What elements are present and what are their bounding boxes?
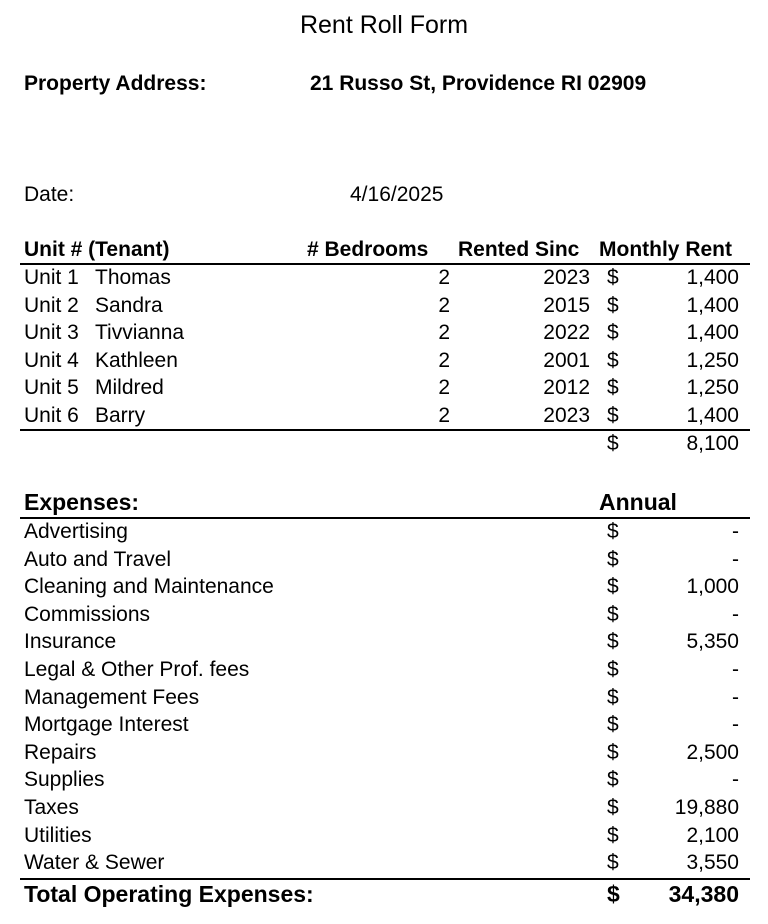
tenant-name: Mildred xyxy=(95,376,164,400)
currency-symbol: $ xyxy=(607,348,619,372)
currency-symbol: $ xyxy=(607,293,619,317)
monthly-rent-cell: 1,400 xyxy=(686,293,739,317)
monthly-rent-cell: 1,400 xyxy=(686,404,739,427)
expense-name: Commissions xyxy=(24,602,151,626)
currency-symbol: $ xyxy=(607,376,619,400)
expenses-header: Expenses: xyxy=(24,489,140,515)
expense-name: Advertising xyxy=(24,520,128,543)
expense-row xyxy=(0,630,768,658)
currency-symbol: $ xyxy=(607,768,619,792)
property-address-value: 21 Russo St, Providence RI 02909 xyxy=(310,72,647,95)
total-expenses-value: 34,380 xyxy=(668,881,739,907)
expense-amount: 5,350 xyxy=(686,630,739,654)
unit-number: Unit 6 xyxy=(24,404,79,427)
expense-name: Insurance xyxy=(24,630,117,654)
table-row xyxy=(0,321,768,349)
date-value: 4/16/2025 xyxy=(350,183,444,206)
date-label: Date: xyxy=(24,183,75,206)
rent-total-currency: $ xyxy=(607,432,619,455)
expense-name: Repairs xyxy=(24,740,97,764)
expense-amount: - xyxy=(732,602,739,626)
expense-row xyxy=(0,741,768,769)
expense-row xyxy=(0,603,768,631)
currency-symbol: $ xyxy=(607,658,619,681)
total-expenses-row xyxy=(0,881,768,909)
expense-amount: - xyxy=(732,547,739,571)
expense-row xyxy=(0,575,768,603)
currency-symbol: $ xyxy=(607,266,619,289)
expense-name: Utilities xyxy=(24,823,92,847)
table-row xyxy=(0,266,768,294)
currency-symbol: $ xyxy=(607,823,619,847)
bedrooms-cell: 2 xyxy=(438,348,450,372)
page-title: Rent Roll Form xyxy=(299,11,469,39)
currency-symbol: $ xyxy=(607,796,619,819)
expense-amount: 19,880 xyxy=(674,796,739,819)
tenant-name: Barry xyxy=(95,404,146,427)
currency-symbol: $ xyxy=(607,713,619,737)
unit-number: Unit 2 xyxy=(24,293,79,317)
monthly-rent-header: Monthly Rent xyxy=(599,238,732,261)
bedrooms-cell: 2 xyxy=(438,266,450,289)
rent-total-value: 8,100 xyxy=(686,432,739,455)
bedrooms-cell: 2 xyxy=(438,404,450,427)
rent-total-row xyxy=(0,432,768,460)
expense-amount: - xyxy=(732,658,739,681)
currency-symbol: $ xyxy=(607,630,619,654)
expense-row xyxy=(0,520,768,548)
bedrooms-cell: 2 xyxy=(438,376,450,400)
currency-symbol: $ xyxy=(607,851,619,875)
expense-amount: - xyxy=(732,713,739,737)
currency-symbol: $ xyxy=(607,685,619,709)
expense-row xyxy=(0,851,768,879)
bedrooms-cell: 2 xyxy=(438,293,450,317)
table-row xyxy=(0,376,768,404)
unit-number: Unit 3 xyxy=(24,321,79,345)
expense-amount: - xyxy=(732,685,739,709)
bedrooms-cell: 2 xyxy=(438,321,450,345)
expense-amount: 2,100 xyxy=(686,823,739,847)
currency-symbol: $ xyxy=(607,575,619,599)
expense-name: Taxes xyxy=(24,796,79,819)
expense-amount: - xyxy=(732,520,739,543)
rent-total-line xyxy=(20,429,750,431)
property-address-label: Property Address: xyxy=(24,72,207,95)
currency-symbol: $ xyxy=(607,520,619,543)
expense-name: Cleaning and Maintenance xyxy=(24,575,274,599)
unit-number: Unit 5 xyxy=(24,376,79,400)
currency-symbol: $ xyxy=(607,740,619,764)
total-expenses-label: Total Operating Expenses: xyxy=(24,881,314,907)
expense-row xyxy=(0,713,768,741)
total-expenses-currency: $ xyxy=(607,881,620,907)
expense-name: Water & Sewer xyxy=(24,851,165,875)
expense-row xyxy=(0,686,768,714)
rented-since-cell: 2012 xyxy=(543,376,590,400)
currency-symbol: $ xyxy=(607,404,619,427)
tenant-name: Thomas xyxy=(95,266,171,289)
currency-symbol: $ xyxy=(607,321,619,345)
expense-amount: - xyxy=(732,768,739,792)
rented-since-cell: 2023 xyxy=(543,266,590,289)
monthly-rent-cell: 1,400 xyxy=(686,321,739,345)
rented-since-cell: 2015 xyxy=(543,293,590,317)
expense-row xyxy=(0,796,768,824)
rent-header-underline xyxy=(20,263,750,265)
unit-number: Unit 1 xyxy=(24,266,79,289)
currency-symbol: $ xyxy=(607,602,619,626)
bedrooms-header: # Bedrooms xyxy=(307,238,429,261)
expense-amount: 3,550 xyxy=(686,851,739,875)
annual-header: Annual xyxy=(599,489,677,515)
expense-name: Supplies xyxy=(24,768,105,792)
tenant-name: Kathleen xyxy=(95,348,178,372)
table-row xyxy=(0,404,768,432)
unit-tenant-header: Unit # (Tenant) xyxy=(24,238,170,261)
rented-since-cell: 2023 xyxy=(543,404,590,427)
rented-since-cell: 2022 xyxy=(543,321,590,345)
expense-name: Management Fees xyxy=(24,685,200,709)
table-row xyxy=(0,349,768,377)
expenses-header-underline xyxy=(20,517,750,519)
monthly-rent-cell: 1,400 xyxy=(686,266,739,289)
expense-name: Legal & Other Prof. fees xyxy=(24,658,250,681)
expense-name: Mortgage Interest xyxy=(24,713,189,737)
rented-since-header: Rented Sinc xyxy=(458,238,580,261)
expense-row xyxy=(0,548,768,576)
rented-since-cell: 2001 xyxy=(543,348,590,372)
tenant-name: Sandra xyxy=(95,293,163,317)
table-row xyxy=(0,294,768,322)
monthly-rent-cell: 1,250 xyxy=(686,376,739,400)
expense-row xyxy=(0,824,768,852)
expense-amount: 1,000 xyxy=(686,575,739,599)
tenant-name: Tivvianna xyxy=(95,321,185,345)
expenses-total-line xyxy=(20,878,750,880)
monthly-rent-cell: 1,250 xyxy=(686,348,739,372)
expense-name: Auto and Travel xyxy=(24,547,172,571)
unit-number: Unit 4 xyxy=(24,348,79,372)
expense-row xyxy=(0,658,768,686)
expense-row xyxy=(0,768,768,796)
currency-symbol: $ xyxy=(607,547,619,571)
expense-amount: 2,500 xyxy=(686,740,739,764)
